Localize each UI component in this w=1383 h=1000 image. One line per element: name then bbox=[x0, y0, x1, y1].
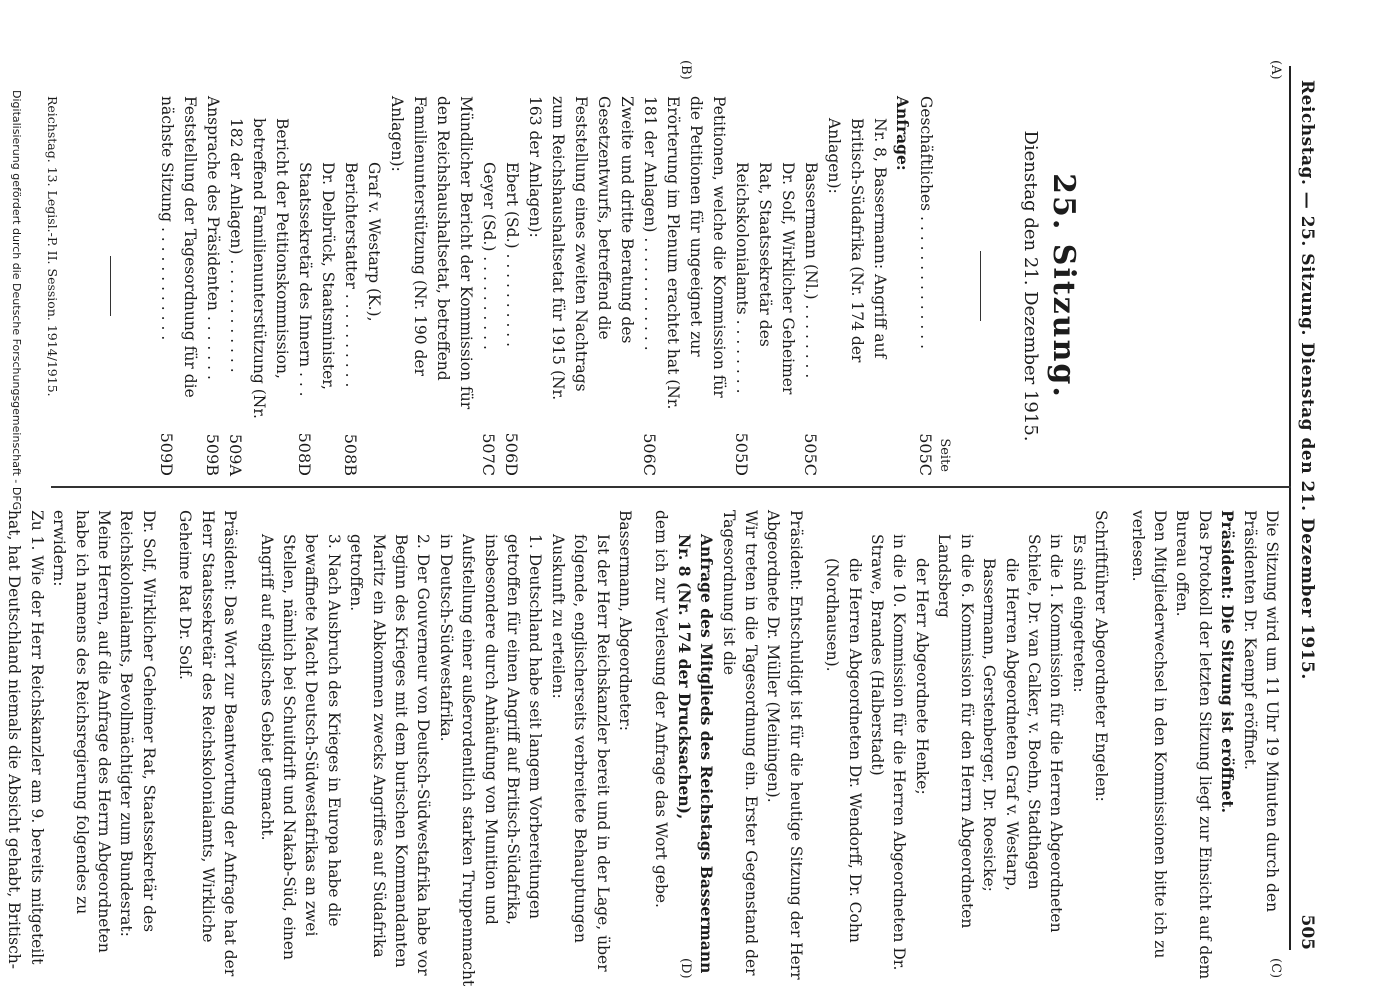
margin-marker-d: (D) bbox=[678, 958, 693, 979]
session-title: 25. Sitzung. bbox=[1046, 173, 1081, 399]
paragraph: Präsident: Die Sitzung ist eröffnet. bbox=[1218, 510, 1238, 814]
header-title: Reichstag. — 25. Sitzung. Dienstag den 21. Dezember 1915. bbox=[1297, 80, 1317, 680]
toc-entry: Dr. Delbrück, Staatsminister, Staatssekretär des Innern . . . 508D bbox=[295, 162, 337, 476]
table-of-contents bbox=[155, 96, 937, 476]
paragraph: Schriftführer Abgeordneter Engelen: bbox=[1092, 510, 1111, 802]
dfg-stamp: Digitalisierung gefördert durch die Deutsche Forschungsgemeinschaft - DFG bbox=[10, 90, 23, 511]
toc-entry: Bassermann (Nl.) . . . . . . . . 505C bbox=[801, 162, 820, 476]
toc-entry: Mündlicher Bericht der Kommission für den Reichshaushaltsetat, betreffend Familienunterstützung (Nr. 190 der Anlagen): bbox=[388, 96, 475, 410]
left-column bbox=[41, 96, 1283, 476]
paragraph: Den Mitgliederwechsel in den Kommissionen bitte ich zu verlesen. bbox=[1128, 510, 1169, 959]
toc-entry: Graf v. Westarp (K.), Berichterstatter . . . . . . . . . . 508B bbox=[341, 162, 383, 476]
toc-entry: Ansprache des Präsidenten . . . . . . . 509B bbox=[203, 96, 222, 476]
paragraph: die Herren Abgeordneten Dr. Wendorff, Dr. Cohn (Nordhausen). bbox=[823, 558, 864, 943]
toc-entry: Ebert (Sd.) . . . . . . . . . . 506D bbox=[502, 162, 521, 476]
toc-entry: Geyer (Sd.) . . . . . . . . . . 507C bbox=[479, 162, 498, 476]
toc-entry: Anfrage: bbox=[893, 96, 912, 171]
paragraph: der Herr Abgeordnete Henke; bbox=[912, 558, 931, 795]
toc-entry: Feststellung der Tagesordnung für die nächste Sitzung . . . . . . . . . . . . 509D bbox=[157, 96, 199, 476]
margin-marker-c: (C) bbox=[1268, 958, 1283, 979]
paragraph: Präsident: Entschuldigt ist für die heutige Sitzung der Herr Abgeordnete Dr. Müller (Meiningen). bbox=[764, 510, 805, 980]
footer-note: Reichstag. 13. Legisl.-P. II. Session. 1914/1915. bbox=[45, 96, 60, 397]
paragraph: 3. Nach Ausbruch des Krieges in Europa habe die bewaffnete Macht Deutsch-Südwestafrikas an zwei Stellen, nämlich bei Schuitdrift und Nakab-Süd, einen Angriff auf englisches Gebiet gemacht. bbox=[257, 534, 343, 961]
spacer bbox=[160, 510, 174, 990]
paragraph: Wir treten in die Tagesordnung ein. Erster Gegenstand der Tagesordnung ist die bbox=[719, 510, 761, 976]
spacer bbox=[807, 510, 821, 990]
margin-marker-b: (B) bbox=[678, 60, 693, 80]
paragraph: Bassermann, Abgeordneter: bbox=[616, 510, 635, 731]
spacer bbox=[241, 510, 255, 990]
footer-separator bbox=[110, 256, 111, 316]
spacer bbox=[1112, 510, 1126, 990]
paragraph: in die 6. Kommission für den Herrn Abgeordneten Landsberg bbox=[935, 534, 976, 929]
separator-line bbox=[980, 251, 981, 321]
paragraph: dem ich zur Verlesung der Anfrage das Wort gebe. bbox=[652, 510, 671, 908]
column-divider bbox=[51, 486, 1291, 488]
toc-entry: Bericht der Petitionskommission, betreffend Familienunterstützung (Nr. 182 der Anlagen) . . . . . . . . . . . . 509A bbox=[226, 118, 291, 476]
paragraph: Das Protokoll der letzten Sitzung liegt zur Einsicht auf dem Bureau offen. bbox=[1173, 510, 1214, 980]
paragraph: Es sind eingetreten: bbox=[1069, 534, 1088, 693]
paragraph: Anfrage des Mitglieds des Reichstags Bassermann Nr. 8 (Nr. 174 der Drucksachen), bbox=[674, 534, 717, 974]
paragraph: in die 1. Kommission für die Herren Abgeordneten Schiele, Dr. van Calker, v. Boehn, Stadthagen bbox=[1024, 534, 1066, 933]
header-page-number: 505 bbox=[1297, 914, 1317, 950]
toc-entry: Geschäftliches . . . . . . . . . . . . . . 505C bbox=[916, 96, 935, 476]
right-column bbox=[0, 510, 1283, 990]
paragraph: in die 10. Kommission für die Herren Abgeordneten Dr. Strawe, Brandes (Halberstadt) bbox=[868, 534, 909, 971]
running-header bbox=[1291, 0, 1321, 1000]
session-date: Dienstag den 21. Dezember 1915. bbox=[1020, 130, 1041, 442]
toc-entry: Petitionen, welche die Kommission für die Petitionen für ungeeignet zur Erörterung im Plenum erachtet hat (Nr. 181 der Anlagen) . . . . . . . . . . . . 506C bbox=[640, 96, 728, 476]
paragraph: 1. Deutschland habe seit langem Vorbereitungen getroffen für einen Angriff auf Britisch-Südafrika, insbesondere durch Anhäufung von Munition und Aufstellung einer außerordentlich starken Truppenmacht in Deutsch-Südwestafrika. bbox=[436, 534, 545, 987]
toc-entry: Zweite und dritte Beratung des Gesetzentwurfs, betreffend die Feststellung eines zweiten Nachtrags zum Reichshaushaltsetat für 1915 (Nr. 163 der Anlagen): bbox=[526, 96, 636, 401]
toc-entry: Nr. 8, Bassermann: Angriff auf Britisch-Südafrika (Nr. 174 der Anlagen): bbox=[825, 118, 889, 363]
paragraph: Die Sitzung wird um 11 Uhr 19 Minuten durch den Präsidenten Dr. Kaempf eröffnet. bbox=[1240, 510, 1281, 913]
paragraph: 2. Der Gouverneur von Deutsch-Südwestafrika habe vor Beginn des Krieges mit dem burischen Kommandanten Maritz ein Abkommen zwecks Angriffes auf Südafrika getroffen. bbox=[347, 534, 433, 976]
seite-label: Seite bbox=[937, 438, 952, 472]
spacer bbox=[636, 510, 650, 990]
paragraph: Präsident: Das Wort zur Beantwortung der Anfrage hat der Herr Staatssekretär des Reichskolonialamts, Wirkliche Geheime Rat Dr. Solf. bbox=[176, 510, 240, 977]
margin-marker-a: (A) bbox=[1268, 60, 1283, 80]
paragraph: Zu 1. Wie der Herr Reichskanzler am 9. bereits mitgeteilt hat, hat Deutschland niemals die Absicht gehabt, Britisch- bbox=[5, 510, 46, 969]
header-rule bbox=[1289, 66, 1291, 950]
paragraph: Ist der Herr Reichskanzler bereit und in der Lage, über folgende, englischerseits verbreitete Behauptungen Auskunft zu erteilen: bbox=[548, 534, 612, 972]
toc-entry: Dr. Solf, Wirklicher Geheimer Rat, Staatssekretär des Reichskolonialamts . . . . . . . . 505D bbox=[732, 162, 797, 476]
paragraph: die Herren Abgeordneten Graf v. Westarp, Bassermann, Gerstenberger, Dr. Roesicke; bbox=[980, 558, 1021, 892]
paragraph: Dr. Solf, Wirklicher Geheimer Rat, Staatssekretär des Reichskolonialamts, Bevollmächtigter zum Bundesrat: Meine Herren, auf die Anfrage des Herrn Abgeordneten habe ich namens des Reichsregierung folgendes zu erwidern: bbox=[50, 510, 158, 953]
